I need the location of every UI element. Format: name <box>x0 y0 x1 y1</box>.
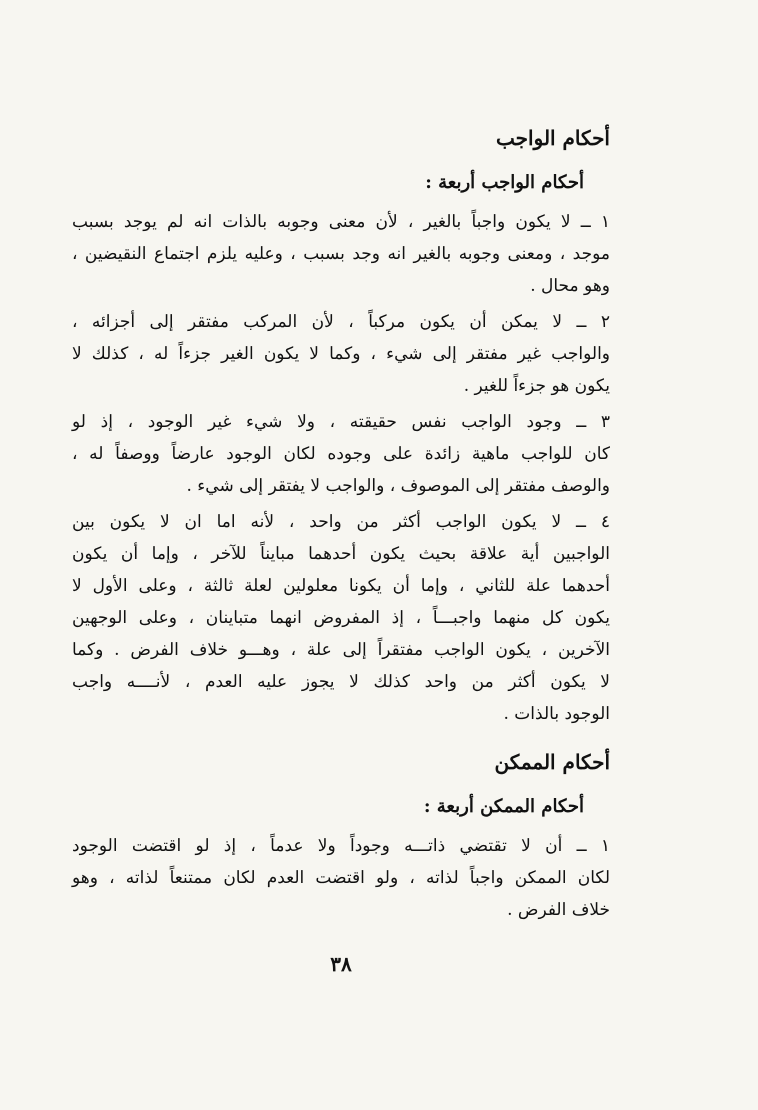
page-body <box>72 124 610 1030</box>
paragraph-line: الوجود بالذات . <box>503 704 610 724</box>
paragraph-line: ٢ ــ لا يمكن أن يكون مركباً ، لأن المركب مفتقر إلى أجزائه ، <box>72 312 610 332</box>
paragraph-line: ١ ــ لا يكون واجباً بالغير ، لأن معنى وجوبه بالذات انه لم يوجد بسبب <box>72 212 610 232</box>
section-heading-wajib: أحكام الواجب <box>496 126 610 150</box>
paragraph-line: ٤ ــ لا يكون الواجب أكثر من واحد ، لأنه اما ان لا يكون بين <box>72 512 610 532</box>
paragraph-line: والواجب غير مفتقر إلى شيء ، وكما لا يكون الغير جزءاً له ، كذلك لا <box>72 344 610 364</box>
paragraph-line: أحدهما علة للثاني ، وإما أن يكونا معلولين لعلة ثالثة ، وعلى الأول لا <box>72 576 610 596</box>
paragraph-line: لا يكون أكثر من واحد كذلك لا يجوز عليه العدم ، لأنــــه واجب <box>72 672 610 692</box>
paragraph-line: الآخرين ، يكون الواجب مفتقراً إلى علة ، وهـــو خلاف الفرض . وكما <box>72 640 610 660</box>
paragraph-line: موجد ، ومعنى وجوبه بالغير انه وجد بسبب ، وعليه يلزم اجتماع النقيضين ، <box>72 244 610 264</box>
paragraph-line: الواجبين أية علاقة بحيث يكون أحدهما مبايناً للآخر ، وإما أن يكون <box>72 544 610 564</box>
paragraph-line: خلاف الفرض . <box>507 900 610 920</box>
paragraph-line: لكان الممكن واجباً لذاته ، ولو اقتضت العدم لكان ممتنعاً لذاته ، وهو <box>72 868 610 888</box>
paragraph-line: وهو محال . <box>530 276 610 296</box>
paragraph-line: ١ ــ أن لا تقتضي ذاتـــه وجوداً ولا عدماً ، إذ لو اقتضت الوجود <box>72 836 610 856</box>
paragraph-line: ٣ ــ وجود الواجب نفس حقيقته ، ولا شيء غير الوجود ، إذ لو <box>72 412 610 432</box>
paragraph-line: والوصف مفتقر إلى الموصوف ، والواجب لا يفتقر إلى شيء . <box>186 476 610 496</box>
paragraph-line: يكون هو جزءاً للغير . <box>463 376 610 396</box>
page-number: ٣٨ <box>330 952 352 976</box>
section-intro-mumkin: أحكام الممكن أربعة : <box>423 796 584 817</box>
section-heading-mumkin: أحكام الممكن <box>494 750 610 774</box>
paragraph-line: كان للواجب ماهية زائدة على وجوده لكان الوجود عارضاً ووصفاً له ، <box>72 444 610 464</box>
paragraph-line: يكون كل منهما واجبـــاً ، إذ المفروض انهما متباينان ، وعلى الوجهين <box>72 608 610 628</box>
section-intro-wajib: أحكام الواجب أربعة : <box>425 172 584 193</box>
